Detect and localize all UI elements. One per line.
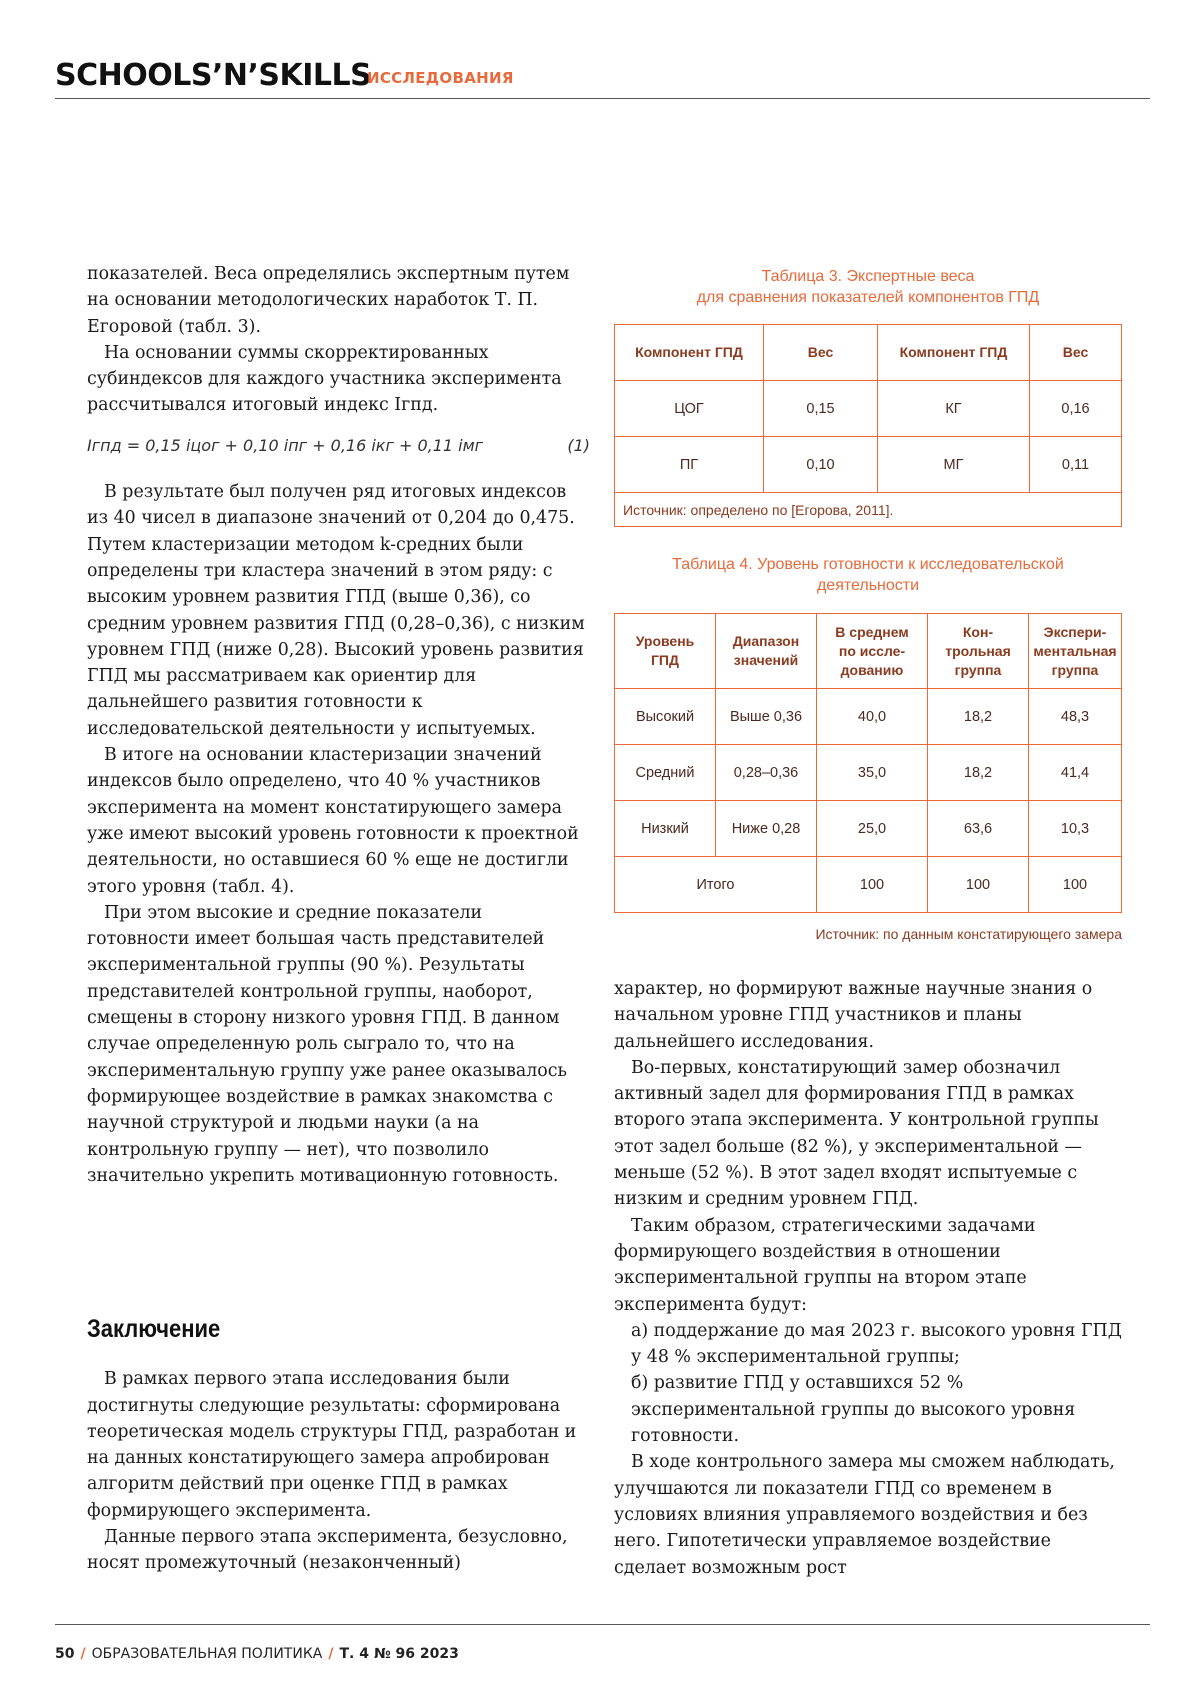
table-row bbox=[615, 689, 1122, 745]
table-cell: ПГ bbox=[615, 437, 764, 493]
paragraph: Таким образом, стратегическими задачами формирующего воздействия в отношении экспериментальной группы на втором этапе эксперимента будут: bbox=[614, 1213, 1124, 1318]
formula-text: Iгпд = 0,15 iцог + 0,10 iпг + 0,16 iкг + 0,11 iмг bbox=[87, 433, 483, 459]
table-cell: 0,10 bbox=[764, 437, 878, 493]
right-column bbox=[614, 976, 1124, 1581]
table-cell: 48,3 bbox=[1029, 689, 1122, 745]
table-cell: 18,2 bbox=[928, 689, 1029, 745]
page-number: 50 bbox=[55, 1646, 74, 1662]
table4-source: Источник: по данным констатирующего замера bbox=[612, 926, 1122, 942]
paragraph: Во-первых, констатирующий замер обозначил активный задел для формирования ГПД в рамках второго этапа эксперимента. У контрольной группы этот задел больше (82 %), у экспериментальной — меньше (52 %). В этот задел входят испытуемые с низким и средним уровнем ГПД. bbox=[614, 1055, 1124, 1213]
table-cell: 100 bbox=[928, 857, 1029, 913]
table-cell: 0,11 bbox=[1030, 437, 1122, 493]
slash-divider: / bbox=[80, 1646, 85, 1662]
table-header: Диапазон значений bbox=[716, 614, 817, 689]
table-cell: МГ bbox=[878, 437, 1030, 493]
table-row bbox=[615, 745, 1122, 801]
left-column-conclusion bbox=[87, 1316, 590, 1577]
table-cell: 40,0 bbox=[817, 689, 928, 745]
table-row-total bbox=[615, 857, 1122, 913]
conclusion-heading: Заключение bbox=[87, 1316, 530, 1342]
table-cell: Высокий bbox=[615, 689, 716, 745]
table-header: Компонент ГПД bbox=[615, 325, 764, 381]
slash-divider: / bbox=[328, 1646, 333, 1662]
formula-number: (1) bbox=[567, 433, 590, 459]
table-cell: КГ bbox=[878, 381, 1030, 437]
table-cell: 41,4 bbox=[1029, 745, 1122, 801]
table-header: В среднем по иссле- дованию bbox=[817, 614, 928, 689]
paragraph: В ходе контрольного замера мы сможем наблюдать, улучшаются ли показатели ГПД со временем в условиях влияния управляемого воздействия и без него. Гипотетически управляемое воздействие сделает возможным рост bbox=[614, 1449, 1124, 1580]
table-header: Кон- трольная группа bbox=[928, 614, 1029, 689]
table-header: Уровень ГПД bbox=[615, 614, 716, 689]
table-header: Экспери- ментальная группа bbox=[1029, 614, 1122, 689]
caption-line: Таблица 3. Экспертные веса bbox=[614, 266, 1122, 287]
paragraph: В рамках первого этапа исследования были достигнуты следующие результаты: сформирована теоретическая модель структуры ГПД, разработан и на данных констатирующего замера апробирован алгоритм действий при оценке ГПД в рамках формирующего эксперимента. bbox=[87, 1366, 590, 1524]
table-cell: Выше 0,36 bbox=[716, 689, 817, 745]
paragraph: характер, но формируют важные научные знания о начальном уровне ГПД участников и планы дальнейшего исследования. bbox=[614, 976, 1124, 1055]
table-header: Вес bbox=[764, 325, 878, 381]
table-cell: 35,0 bbox=[817, 745, 928, 801]
section-label: ИССЛЕДОВАНИЯ bbox=[367, 69, 514, 87]
list-item: б) развитие ГПД у оставшихся 52 % экспериментальной группы до высокого уровня готовности. bbox=[614, 1370, 1124, 1449]
left-column bbox=[87, 261, 590, 1189]
table-cell: 10,3 bbox=[1029, 801, 1122, 857]
table-cell: Итого bbox=[615, 857, 817, 913]
caption-line: для сравнения показателей компонентов ГПД bbox=[614, 287, 1122, 308]
page-footer bbox=[55, 1624, 1150, 1662]
table3-caption bbox=[614, 266, 1122, 308]
table-header: Вес bbox=[1030, 325, 1122, 381]
table-cell: 100 bbox=[817, 857, 928, 913]
table-row bbox=[615, 801, 1122, 857]
journal-name: ОБРАЗОВАТЕЛЬНАЯ ПОЛИТИКА bbox=[92, 1646, 323, 1662]
table-cell: 100 bbox=[1029, 857, 1122, 913]
table-cell: Средний bbox=[615, 745, 716, 801]
formula bbox=[87, 433, 590, 459]
table-cell: ЦОГ bbox=[615, 381, 764, 437]
table-4 bbox=[614, 613, 1122, 913]
issue-info: Т. 4 № 96 2023 bbox=[339, 1646, 458, 1662]
caption-line: Таблица 4. Уровень готовности к исследовательской bbox=[614, 554, 1122, 575]
paragraph: В результате был получен ряд итоговых индексов из 40 чисел в диапазоне значений от 0,204 до 0,475. Путем кластеризации методом k-средних были определены три кластера значений в этом ряду: с высоким уровнем развития ГПД (выше 0,36), со средним уровнем развития ГПД (0,28–0,36), с низким уровнем ГПД (ниже 0,28). Высокий уровень развития ГПД мы рассматриваем как ориентир для дальнейшего развития готовности к исследовательской деятельности у испытуемых. bbox=[87, 479, 590, 742]
table4-caption bbox=[614, 554, 1122, 596]
table-cell: 0,15 bbox=[764, 381, 878, 437]
table-row bbox=[615, 381, 1122, 437]
table-cell: 18,2 bbox=[928, 745, 1029, 801]
table-cell: Низкий bbox=[615, 801, 716, 857]
table-cell: 25,0 bbox=[817, 801, 928, 857]
journal-brand: SCHOOLS’N’SKILLS bbox=[55, 58, 371, 93]
paragraph: При этом высокие и средние показатели готовности имеет большая часть представителей экспериментальной группы (90 %). Результаты представителей контрольной группы, наоборот, смещены в сторону низкого уровня ГПД. В данном случае определенную роль сыграло то, что на экспериментальную группу уже ранее оказывалось формирующее воздействие в рамках знакомства с научной структурой и людьми науки (а на контрольную группу — нет), что позволило значительно укрепить мотивационную готовность. bbox=[87, 900, 590, 1189]
table-cell: 0,16 bbox=[1030, 381, 1122, 437]
table-cell: 63,6 bbox=[928, 801, 1029, 857]
table-cell: Ниже 0,28 bbox=[716, 801, 817, 857]
table-3 bbox=[614, 324, 1122, 527]
table-cell: 0,28–0,36 bbox=[716, 745, 817, 801]
paragraph: Данные первого этапа эксперимента, безусловно, носят промежуточный (незаконченный) bbox=[87, 1524, 590, 1577]
page-header bbox=[55, 52, 1150, 99]
caption-line: деятельности bbox=[614, 575, 1122, 596]
paragraph: В итоге на основании кластеризации значений индексов было определено, что 40 % участников эксперимента на момент констатирующего замера уже имеют высокий уровень готовности к проектной деятельности, но оставшиеся 60 % еще не достигли этого уровня (табл. 4). bbox=[87, 742, 590, 900]
table-row bbox=[615, 437, 1122, 493]
table-source: Источник: определено по [Егорова, 2011]. bbox=[615, 493, 1122, 527]
paragraph: показателей. Веса определялись экспертным путем на основании методологических наработок Т. П. Егоровой (табл. 3). bbox=[87, 261, 590, 340]
paragraph: На основании суммы скорректированных субиндексов для каждого участника эксперимента рассчитывался итоговый индекс Iгпд. bbox=[87, 340, 590, 419]
list-item: а) поддержание до мая 2023 г. высокого уровня ГПД у 48 % экспериментальной группы; bbox=[614, 1318, 1124, 1371]
table-header: Компонент ГПД bbox=[878, 325, 1030, 381]
